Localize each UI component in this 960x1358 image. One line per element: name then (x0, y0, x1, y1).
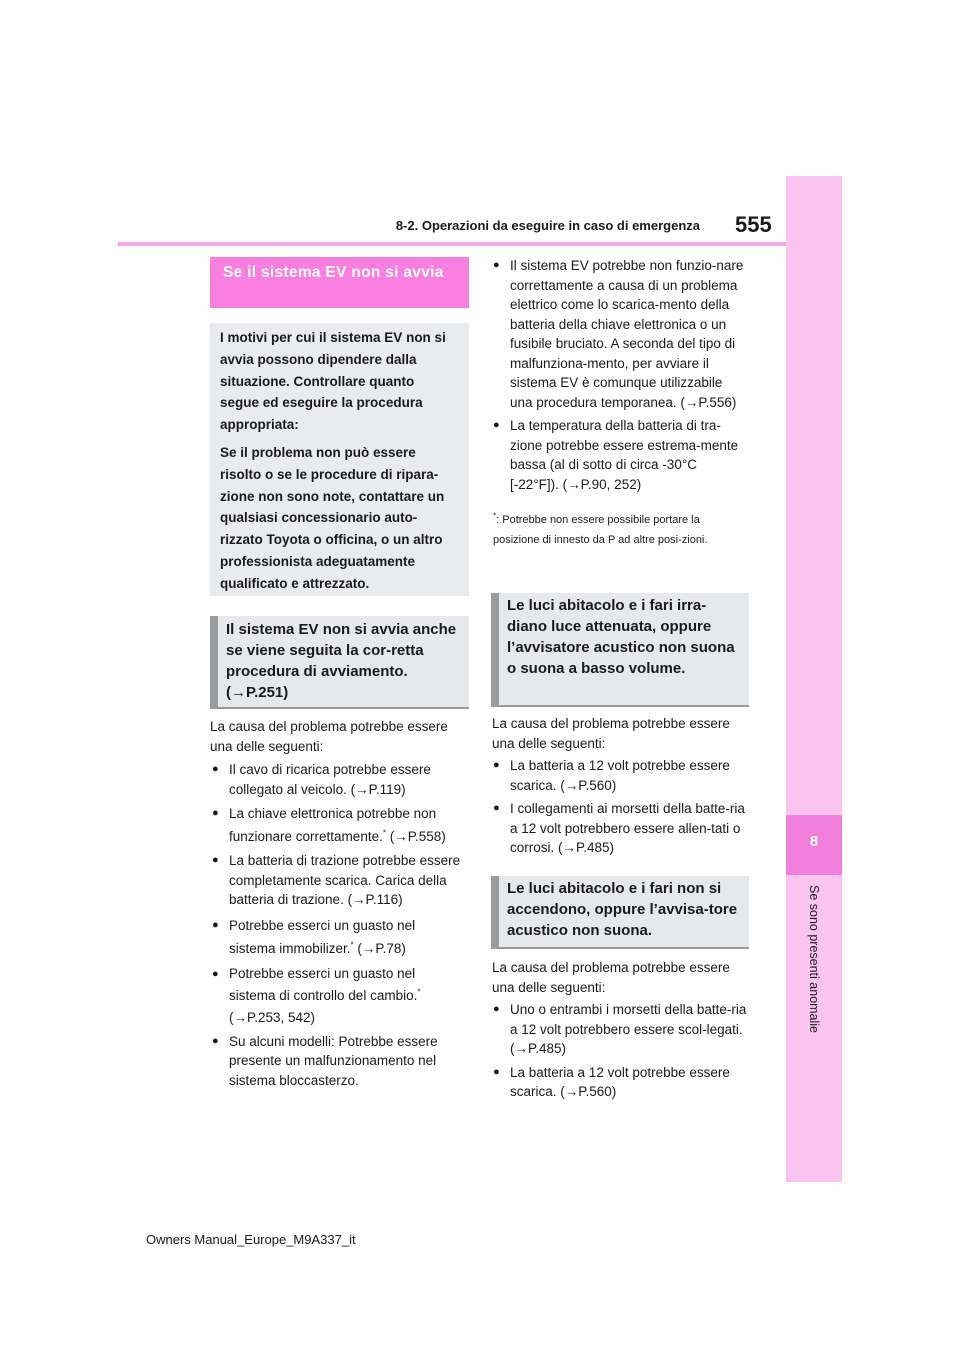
list-item: ● Su alcuni modelli: Potrebbe essere presente un malfunzionamento nel sistema bloccasterzo. (212, 1032, 464, 1091)
subheading-text: Le luci abitacolo e i fari irra-diano luce attenuata, oppure l’avvisatore acustico non suona o suona a basso volume. (507, 597, 735, 677)
main-heading-text: Se il sistema EV non si avvia (223, 264, 444, 281)
chapter-label (786, 885, 842, 1165)
page-number: 555 (735, 212, 772, 237)
cause-intro-left: La causa del problema potrebbe essere una delle seguenti: (210, 719, 448, 754)
cause-list-section3 (493, 1000, 747, 1105)
subheading-no-lights (491, 876, 749, 949)
list-item: ● La batteria a 12 volt potrebbe essere scarica. (→P.560) (493, 756, 747, 795)
list-item: ● Potrebbe esserci un guasto nel sistema immobilizer.* (→P.78) (212, 914, 464, 960)
cause-list-left (212, 760, 464, 1093)
list-item: ● La batteria a 12 volt potrebbe essere scarica. (→P.560) (493, 1063, 747, 1102)
footnote-mark: * (493, 511, 497, 521)
footnote-text: : Potrebbe non essere possibile portare la posizione di innesto da P ad altre posi-zioni. (493, 514, 708, 546)
subheading-text: Le luci abitacolo e i fari non si accendono, oppure l’avvisa-tore acustico non suona. (507, 880, 738, 939)
list-item: ● Uno o entrambi i morsetti della batte-ria a 12 volt potrebbero essere scol-legati. (→P.485) (493, 1000, 747, 1059)
cause-intro-section3: La causa del problema potrebbe essere una delle seguenti: (492, 960, 730, 995)
subheading-ev-not-start (210, 616, 469, 709)
main-heading (210, 257, 469, 308)
cause-list-right (493, 256, 747, 497)
list-item: ● Potrebbe esserci un guasto nel sistema di controllo del cambio.* (→P.253, 542) (212, 963, 464, 1029)
intro-box (210, 323, 469, 596)
list-item: ● I collegamenti ai morsetti della batte-ria a 12 volt potrebbero essere allen-tati o corrosi. (→P.485) (493, 799, 747, 858)
section-title: 8-2. Operazioni da eseguire in caso di emergenza (395, 218, 700, 233)
footnote (493, 511, 749, 550)
cause-intro-section2: La causa del problema potrebbe essere una delle seguenti: (492, 716, 730, 751)
list-item: ● La chiave elettronica potrebbe non funzionare correttamente.* (→P.558) (212, 802, 464, 848)
chapter-number: 8 (809, 833, 819, 850)
list-item: ● Il cavo di ricarica potrebbe essere collegato al veicolo. (→P.119) (212, 760, 464, 799)
intro-paragraph-contact: Se il problema non può essere risolto o se le procedure di ripara-zione non sono note, contattare un qualsiasi concessionario auto-rizzato Toyota o officina, o un altro professionista adeguatamente qualificato e attrezzato. (220, 444, 445, 591)
list-item: ● Il sistema EV potrebbe non funzio-nare correttamente a causa di un problema elettrico come lo scarica-mento della batteria della chiave elettronica o un fusibile bruciato. A seconda del tipo di malfunziona-mento, per avviare il sistema EV è comunque utilizzabile una procedura temporanea. (→P.556) (493, 256, 747, 412)
header-rule (118, 242, 786, 246)
subheading-dim-lights (491, 593, 749, 707)
footer-doc-id: Owners Manual_Europe_M9A337_it (146, 1232, 356, 1247)
list-item: ● La batteria di trazione potrebbe essere completamente scarica. Carica della batteria di trazione. (→P.116) (212, 851, 464, 910)
subheading-text: Il sistema EV non si avvia anche se viene seguita la cor-retta procedura di avviamento. (→P.251) (226, 621, 457, 701)
intro-paragraph: I motivi per cui il sistema EV non si avvia possono dipendere dalla situazione. Controllare quanto segue ed eseguire la procedura appropriata: (220, 330, 446, 433)
cause-list-section2 (493, 756, 747, 861)
chapter-label-text: Se sono presenti anomalie (807, 885, 821, 1034)
list-item: ● La temperatura della batteria di tra-zione potrebbe essere estrema-mente bassa (al di sotto di circa -30°C [-22°F]). (→P.90, 252) (493, 416, 747, 494)
